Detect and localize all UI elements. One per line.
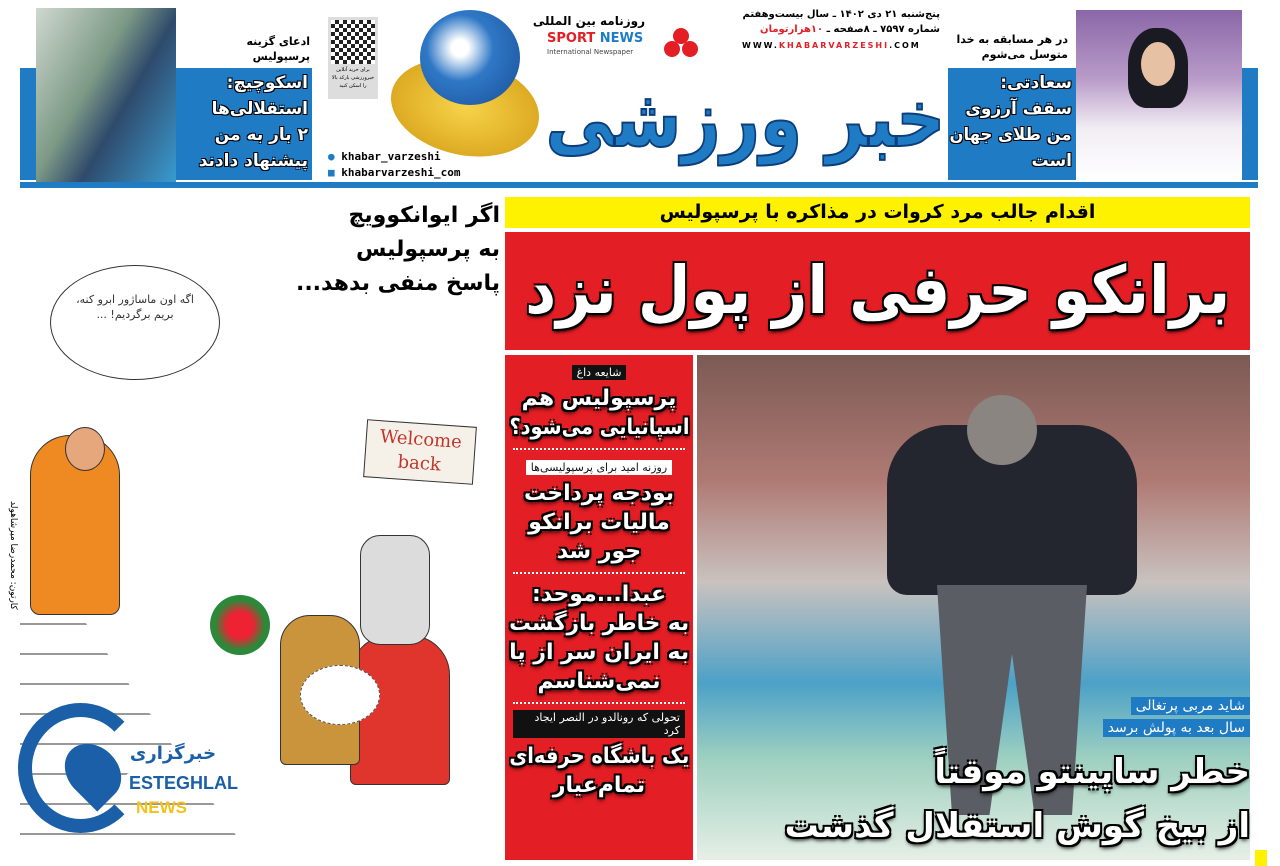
headline-text: یک باشگاه حرفه‌ای	[509, 744, 689, 769]
speech-bubble: اگه اون ماساژور ابرو کنه، بریم برگردیم! ...	[50, 265, 220, 380]
headline-text: پرسپولیس هم	[521, 386, 677, 411]
logo-text: خبر ورزشی	[545, 72, 945, 165]
subtitle-en-small: International Newspaper	[547, 48, 634, 56]
red-story-2[interactable]	[505, 479, 693, 566]
top-right-kicker: در هر مسابقه به خدا متوسل می‌شوم	[956, 33, 1068, 61]
kicker-line: سال بعد به پولش برسد	[1103, 719, 1250, 737]
headline-line	[720, 745, 1250, 799]
blue-accent	[20, 68, 36, 180]
masthead-rule	[20, 182, 1258, 188]
caption-line	[280, 233, 500, 267]
red-story-4[interactable]	[505, 742, 693, 800]
headline-text: عبدا...موحد:	[531, 582, 667, 607]
issue-number: شماره ۷۵۹۷ ـ ۸صفحه ـ	[823, 24, 940, 35]
lead-headline-box	[505, 232, 1250, 350]
red-story-1[interactable]	[505, 384, 693, 442]
welcome-sign	[363, 419, 477, 485]
headline-text: سعادتی:	[1000, 73, 1072, 93]
crowd	[210, 495, 500, 785]
headline-text: سقف آرزوی	[965, 99, 1072, 119]
headline-line	[509, 771, 689, 800]
headline-line	[509, 609, 689, 638]
caption-line	[280, 199, 500, 233]
story-tag: تحولی که رونالدو در النصر ایجاد کرد	[513, 710, 685, 738]
headline-line	[509, 479, 689, 508]
qr-code[interactable]	[328, 17, 378, 99]
headline-line	[509, 638, 689, 667]
watermark-en: ESTEGHLAL	[126, 773, 241, 794]
news-word: NEWS	[599, 31, 644, 46]
instagram-handle: khabarvarzeshi_com	[341, 166, 461, 179]
divider	[513, 448, 685, 450]
headline-line	[950, 122, 1072, 148]
watermark-fa: خبرگزاری	[129, 743, 217, 764]
telegram-handle: khabar_varzeshi	[341, 150, 441, 163]
telegram-icon: ●	[328, 150, 335, 163]
watermark-en2: NEWS	[136, 798, 187, 817]
headline-line	[509, 537, 689, 566]
date-text: پنج‌شنبه ۲۱ دی ۱۴۰۲ ـ سال بیست‌وهفتم	[742, 9, 940, 20]
caption-text: اگر ایوانکوویچ	[348, 203, 500, 228]
newspaper-logo	[545, 60, 945, 178]
kicker-line: شاید مربی پرتغالی	[1131, 697, 1250, 715]
caption-text: پاسخ منفی بدهد...	[295, 271, 500, 296]
subtitle-fa: روزنامه بین المللی	[532, 14, 645, 28]
headline-text: تمام‌عیار	[552, 773, 646, 798]
headline-line	[509, 742, 689, 771]
headline-line	[950, 96, 1072, 122]
cartoon-caption	[280, 199, 500, 301]
sign-line: Welcome	[379, 426, 463, 453]
subtitle-en	[547, 31, 643, 46]
headline-text: است	[1031, 151, 1072, 171]
masthead	[0, 0, 1280, 192]
qr-icon	[331, 20, 375, 64]
headline-text: پیشنهاد دادند	[198, 151, 308, 171]
lead-headline-text: برانکو حرفی از پول نزد	[524, 252, 1230, 329]
headline-line	[509, 384, 689, 413]
lead-headline	[505, 232, 1250, 350]
headline-line	[509, 667, 689, 696]
headline-text: نمی‌شناسم	[537, 669, 661, 694]
lead-overline: اقدام جالب مرد کروات در مذاکره با پرسپولیس	[505, 197, 1250, 228]
headline-text: جور شد	[556, 539, 642, 564]
instagram-icon: ■	[328, 166, 335, 179]
headline-line	[180, 148, 308, 174]
skocic-photo	[36, 8, 176, 184]
headline-line	[950, 148, 1072, 174]
headline-text: اسکوچیچ:	[226, 73, 308, 93]
qr-caption: برای خرید آنلاین خبرورزشی بارکد بالا را اسکن کنید	[331, 67, 375, 89]
story-tag: روزنه امید برای پرسپولیسی‌ها	[526, 460, 672, 475]
headline-line	[509, 580, 689, 609]
headline-text: مالیات برانکو	[528, 510, 670, 535]
caption-text: به پرسپولیس	[356, 237, 500, 262]
headline-line	[509, 508, 689, 537]
headline-text: به ایران سر از پا	[509, 640, 689, 665]
divider	[513, 702, 685, 704]
red-story-3[interactable]	[505, 580, 693, 696]
website-mid: KHABARVARZESHI	[778, 41, 890, 50]
headline-text: اسپانیایی می‌شود؟	[509, 415, 689, 440]
esteghlal-news-watermark	[18, 703, 239, 833]
divider	[513, 572, 685, 574]
headline-line	[950, 70, 1072, 96]
cartoon-credit: کارتون: محمدرضا میرشاهولد	[8, 501, 18, 610]
price: ۱۰هزارتومان	[760, 24, 824, 35]
top-left-headline	[176, 68, 312, 180]
photo-headline	[720, 745, 1250, 853]
website[interactable]	[742, 41, 921, 50]
headline-text: خطر ساپینتو موقتاً	[934, 752, 1250, 792]
headline-text: بودجه پرداخت	[523, 481, 675, 506]
headline-line	[180, 122, 308, 148]
saadati-photo	[1076, 10, 1242, 180]
top-right-headline-text	[950, 70, 1072, 174]
headline-text: استقلالی‌ها	[211, 99, 308, 119]
top-left-kicker: ادعای گزینه پرسپولیس	[246, 35, 310, 63]
caption-line	[280, 267, 500, 301]
three-dots-icon	[664, 28, 698, 58]
headline-line	[509, 413, 689, 442]
red-column	[505, 355, 693, 860]
issue-line	[730, 24, 940, 35]
story-tag: شایعه داغ	[572, 365, 627, 380]
headline-text: من طلای جهان	[950, 125, 1072, 145]
headline-text: از بیخ گوش استقلال گذشت	[784, 806, 1250, 846]
sport-word: SPORT	[547, 31, 596, 46]
headline-line	[720, 799, 1250, 853]
date-line	[730, 9, 940, 20]
headline-text: به خاطر بازگشت	[509, 611, 689, 636]
headline-text: ۲ بار به من	[214, 125, 308, 145]
yellow-marker	[1255, 850, 1267, 866]
website-pre: WWW.	[742, 41, 779, 50]
headline-line	[180, 70, 308, 96]
photo-kicker	[1050, 695, 1250, 736]
website-post: .COM	[889, 41, 921, 50]
sign-line: back	[396, 451, 442, 476]
headline-line	[180, 96, 308, 122]
social-instagram[interactable]	[328, 166, 460, 179]
coach-head	[65, 427, 105, 471]
